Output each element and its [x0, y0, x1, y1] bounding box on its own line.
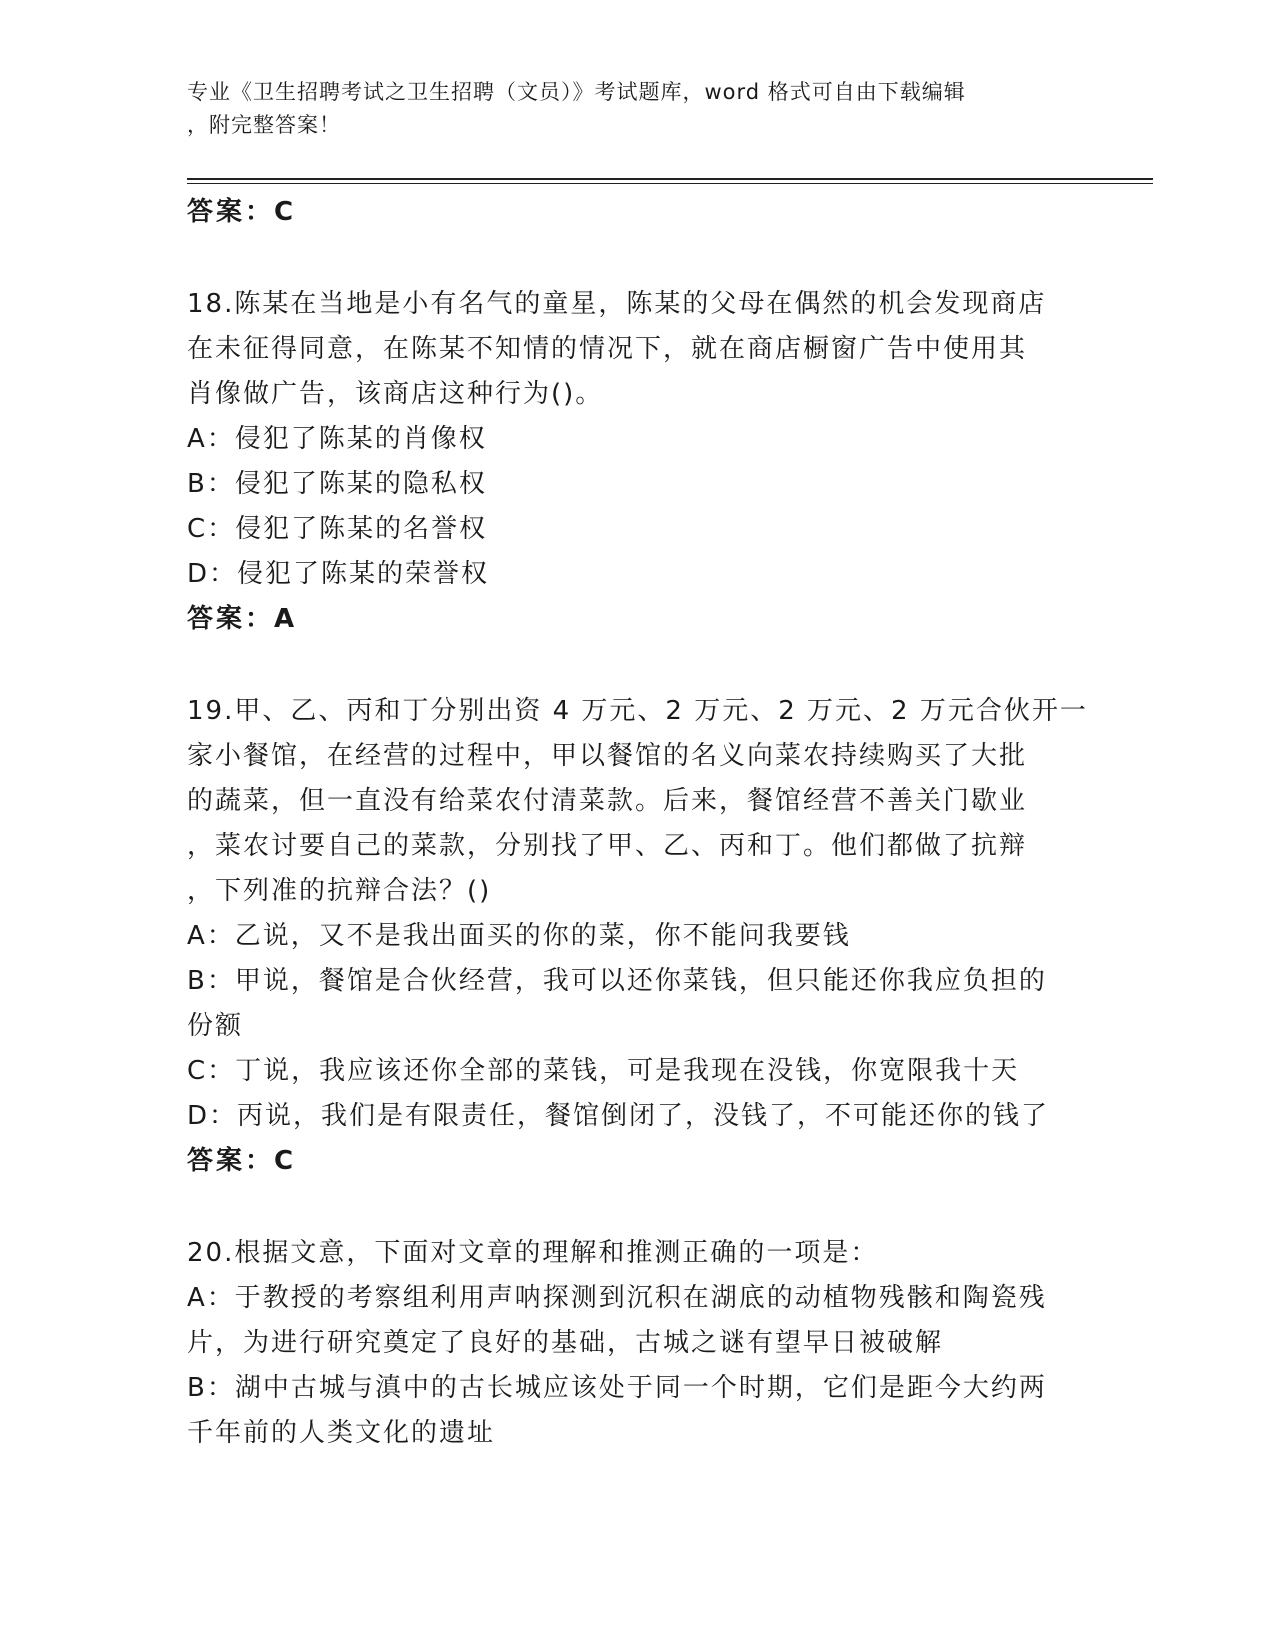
option-c: C：丁说，我应该还你全部的菜钱，可是我现在没钱，你宽限我十天 [187, 1056, 1020, 1086]
option-a: A：侵犯了陈某的肖像权 [187, 424, 487, 454]
question-text-line: 在未征得同意，在陈某不知情的情况下，就在商店橱窗广告中使用其 [187, 334, 1028, 364]
answer-label: 答案：A [187, 604, 298, 634]
option-b-continued: 千年前的人类文化的遗址 [187, 1418, 496, 1448]
option-a-continued: 片，为进行研究奠定了良好的基础，古城之谜有望早日被破解 [187, 1328, 944, 1358]
option-d: D：丙说，我们是有限责任，餐馆倒闭了，没钱了，不可能还你的钱了 [187, 1101, 1050, 1131]
question-text-line: 19.甲、乙、丙和丁分别出资 4 万元、2 万元、2 万元、2 万元合伙开一 [187, 696, 1088, 726]
spacer [187, 1184, 1087, 1231]
option-b: B：甲说，餐馆是合伙经营，我可以还你菜钱，但只能还你我应负担的 [187, 966, 1047, 996]
header-line-1: 专业《卫生招聘考试之卫生招聘（文员）》考试题库，word 格式可自由下载编辑 [187, 80, 966, 104]
option-a: A：于教授的考察组利用声呐探测到沉积在湖底的动植物残骸和陶瓷残 [187, 1283, 1047, 1313]
question-text-line: ，下列准的抗辩合法？() [187, 876, 492, 906]
header-divider-thick [187, 178, 1153, 180]
question-text-line: ，菜农讨要自己的菜款，分别找了甲、乙、丙和丁。他们都做了抗辩 [187, 831, 1028, 861]
question-text-line: 的蔬菜，但一直没有给菜农付清菜款。后来，餐馆经营不善关门歇业 [187, 786, 1028, 816]
spacer [187, 235, 1087, 282]
question-20 [187, 1231, 1087, 1456]
document-header [187, 76, 1067, 142]
question-text-line: 家小餐馆，在经营的过程中，甲以餐馆的名义向菜农持续购买了大批 [187, 741, 1028, 771]
question-content [187, 190, 1087, 1456]
header-line-2: ，附完整答案！ [187, 113, 341, 137]
spacer [187, 642, 1087, 689]
question-text-line: 18.陈某在当地是小有名气的童星，陈某的父母在偶然的机会发现商店 [187, 289, 1047, 319]
option-c: C：侵犯了陈某的名誉权 [187, 514, 488, 544]
option-d: D：侵犯了陈某的荣誉权 [187, 559, 490, 589]
option-b-continued: 份额 [187, 1011, 244, 1041]
question-18 [187, 282, 1087, 642]
option-b: B：侵犯了陈某的隐私权 [187, 469, 487, 499]
option-a: A：乙说，又不是我出面买的你的菜，你不能问我要钱 [187, 921, 851, 951]
answer-label: 答案：C [187, 1146, 297, 1176]
header-divider-thin [187, 183, 1153, 184]
question-19 [187, 689, 1087, 1184]
previous-answer: 答案：C [187, 197, 297, 227]
option-b: B：湖中古城与滇中的古长城应该处于同一个时期，它们是距今大约两 [187, 1373, 1047, 1403]
question-text-line: 肖像做广告，该商店这种行为()。 [187, 379, 604, 409]
question-text-line: 20.根据文意，下面对文章的理解和推测正确的一项是： [187, 1238, 879, 1268]
